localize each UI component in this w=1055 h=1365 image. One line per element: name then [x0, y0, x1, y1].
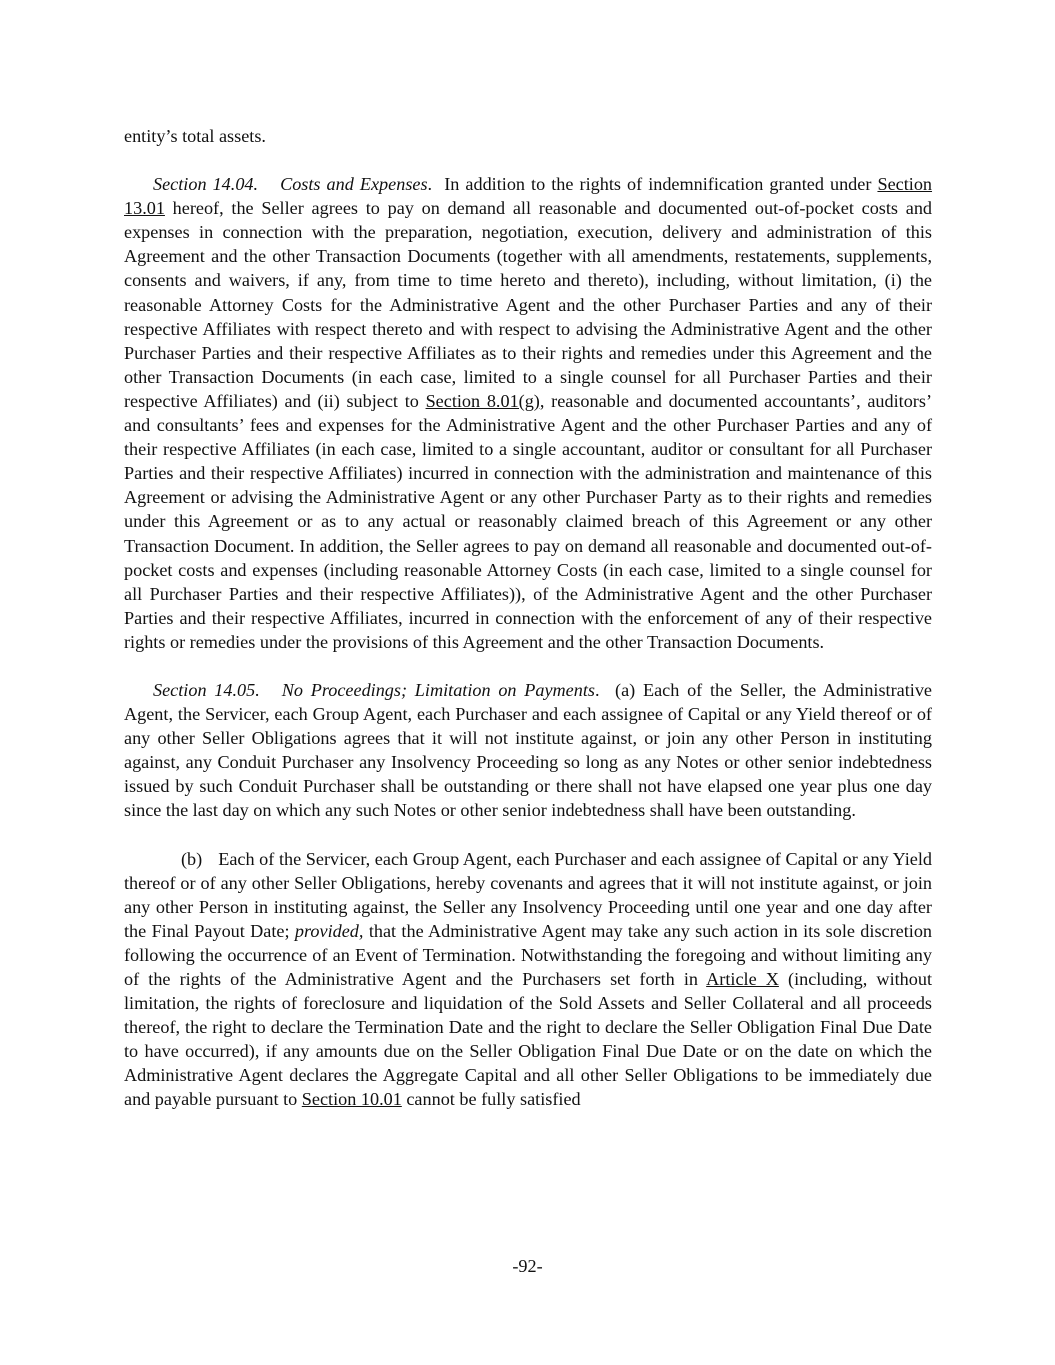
- section-14-05-paragraph: Section 14.05. No Proceedings; Limitation on Payments. (a) Each of the Seller, the Administrative Agent, the Servicer, each Group Agent, each Purchaser and each assignee of Capital or any Yield thereof or of any other Seller Obligations agrees that it will not institute against, or join any other Person in instituting against, any Conduit Purchaser any Insolvency Proceeding so long as any Notes or other senior indebtedness issued by such Conduit Purchaser shall be outstanding or there shall not have elapsed one year plus one day since the last day on which any such Notes or other senior indebtedness shall have been outstanding.: [124, 679, 932, 821]
- section-14-04-paragraph: Section 14.04. Costs and Expenses. In addition to the rights of indemnification granted under Section 13.01 hereof, the Seller agrees to pay on demand all reasonable and documented out-of-pocket costs and expenses in connection with the preparation, negotiation, execution, delivery and administration of this Agreement and the other Transaction Documents (together with all amendments, restatements, supplements, consents and waivers, if any, from time to time hereto and thereto), including, without limitation, (i) the reasonable Attorney Costs for the Administrative Agent and the other Purchaser Parties and any of their respective Affiliates with respect thereto and with respect to advising the Administrative Agent and the other Purchaser Parties and their respective Affiliates as to their rights and remedies under this Agreement and the other Transaction Documents (in each case, limited to a single counsel for all Purchaser Parties and their respective Affiliates) and (ii) subject to Section 8.01(g), reasonable and documented accountants’, auditors’ and consultants’ fees and expenses for the Administrative Agent and the other Purchaser Parties and any of their respective Affiliates (in each case, limited to a single accountant, auditor or consultant for all Purchaser Parties and their respective Affiliates) incurred in connection with the administration and maintenance of this Agreement or advising the Administrative Agent or any other Purchaser Party as to their rights and remedies under this Agreement or as to any actual or reasonably claimed breach of this Agreement or any other Transaction Document. In addition, the Seller agrees to pay on demand all reasonable and documented out-of-pocket costs and expenses (including reasonable Attorney Costs (in each case, limited to a single counsel for all Purchaser Parties and their respective Affiliates)), of the Administrative Agent and the other Purchaser Parties and their respective Affiliates, incurred in connection with the enforcement of any of their respective rights or remedies under the provisions of this Agreement and the other Transaction Documents.: [124, 174, 933, 652]
- section-reference: Section 8.01(g): [425, 390, 540, 411]
- article-reference: Article X: [706, 969, 779, 989]
- section-title: No Proceedings; Limitation on Payments: [281, 679, 595, 700]
- section-heading: Section 14.04.: [153, 174, 259, 195]
- subparagraph-b: (b) Each of the Servicer, each Group Agent, each Purchaser and each assignee of Capital or any Yield thereof or of any other Seller Obligations, hereby covenants and agrees that it will not institute against, or join any other Person in instituting against, the Seller any Insolvency Proceeding until one year and one day after the Final Payout Date; provided, that the Administrative Agent may take any such action in its sole discretion following the occurrence of an Event of Termination. Notwithstanding the foregoing and without limiting any of the rights of the Administrative Agent and the Purchasers set forth in Article X (including, without limitation, the rights of foreclosure and liquidation of the Sold Assets and Seller Collateral and all proceeds thereof, the right to declare the Termination Date and the right to declare the Seller Obligation Final Due Date to have occurred), if any amounts due on the Seller Obligation Final Due Date or on the date on which the Administrative Agent declares the Aggregate Capital and all other Seller Obligations to be immediately due and payable pursuant to Section 10.01 cannot be fully satisfied: [124, 848, 933, 1110]
- carryover-paragraph: entity’s total assets.: [124, 126, 266, 146]
- document-body: [124, 124, 932, 1112]
- section-reference: Section 13.01: [124, 174, 933, 219]
- subparagraph-label: (b): [181, 848, 203, 869]
- section-title: Costs and Expenses: [280, 174, 428, 195]
- page-number: -92-: [512, 1256, 543, 1276]
- section-reference: Section 10.01: [301, 1089, 402, 1110]
- section-heading: Section 14.05.: [153, 679, 260, 700]
